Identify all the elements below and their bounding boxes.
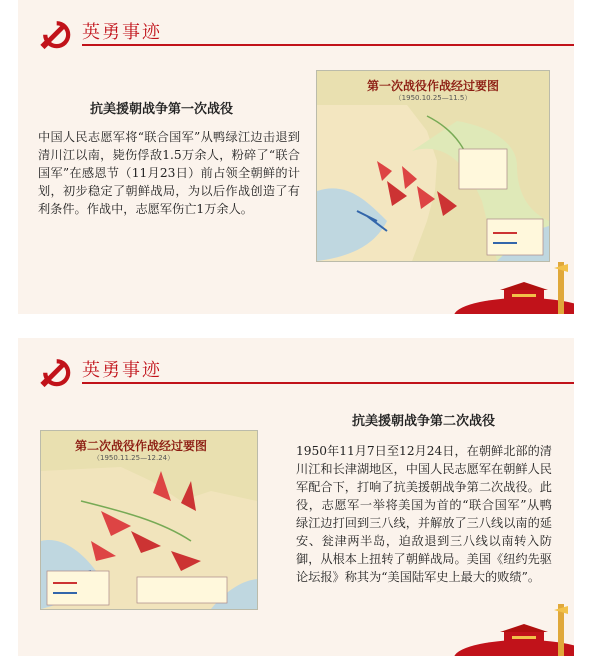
battle-map-image (316, 70, 550, 262)
header-title: 英勇事迹 (82, 22, 162, 43)
map-date: （1950.10.25—11.5） (394, 94, 472, 102)
slide-header (18, 350, 574, 390)
slide-header (18, 12, 574, 52)
party-emblem-icon (38, 16, 72, 50)
tiananmen-decoration-icon (454, 254, 574, 314)
party-emblem-icon (38, 354, 72, 388)
header-divider (82, 382, 574, 384)
battle-map-image (40, 430, 258, 610)
tiananmen-decoration-icon (454, 596, 574, 656)
slide-second-campaign (18, 338, 574, 656)
campaign-description: 中国人民志愿军将“联合国军”从鸭绿江边击退到清川江以南，毙伤俘敌1.5万余人，粉碎了“联合国军”在感恩节（11月23日）前占领全朝鲜的计划，初步稳定了朝鲜战局，为以后作战创造了有利条件。作战中，志愿军伤亡1万余人。 (38, 130, 300, 216)
campaign-subtitle: 抗美援朝战争第二次战役 (352, 414, 496, 429)
map-date: （1950.11.25—12.24） (93, 454, 175, 462)
campaign-description: 1950年11月7日至12月24日，在朝鲜北部的清川江和长津湖地区，中国人民志愿军在朝鲜人民军配合下，打响了抗美援朝战争第二次战役。此役，志愿军一举将美国为首的“联合国军”从鸭绿江边打回到三八线，并解放了三八线以南的延安、瓮津两半岛，迫敌退到三八线以南转入防御，从根本上扭转了朝鲜战局。美国《纽约先驱论坛报》称其为“美国陆军史上最大的败绩”。 (296, 444, 552, 584)
map-title: 第一次战役作战经过要图 (366, 79, 499, 93)
map-title: 第二次战役作战经过要图 (75, 439, 208, 453)
slide-first-campaign (18, 0, 574, 314)
header-divider (82, 44, 574, 46)
campaign-subtitle: 抗美援朝战争第一次战役 (90, 102, 234, 117)
header-title: 英勇事迹 (82, 360, 162, 381)
